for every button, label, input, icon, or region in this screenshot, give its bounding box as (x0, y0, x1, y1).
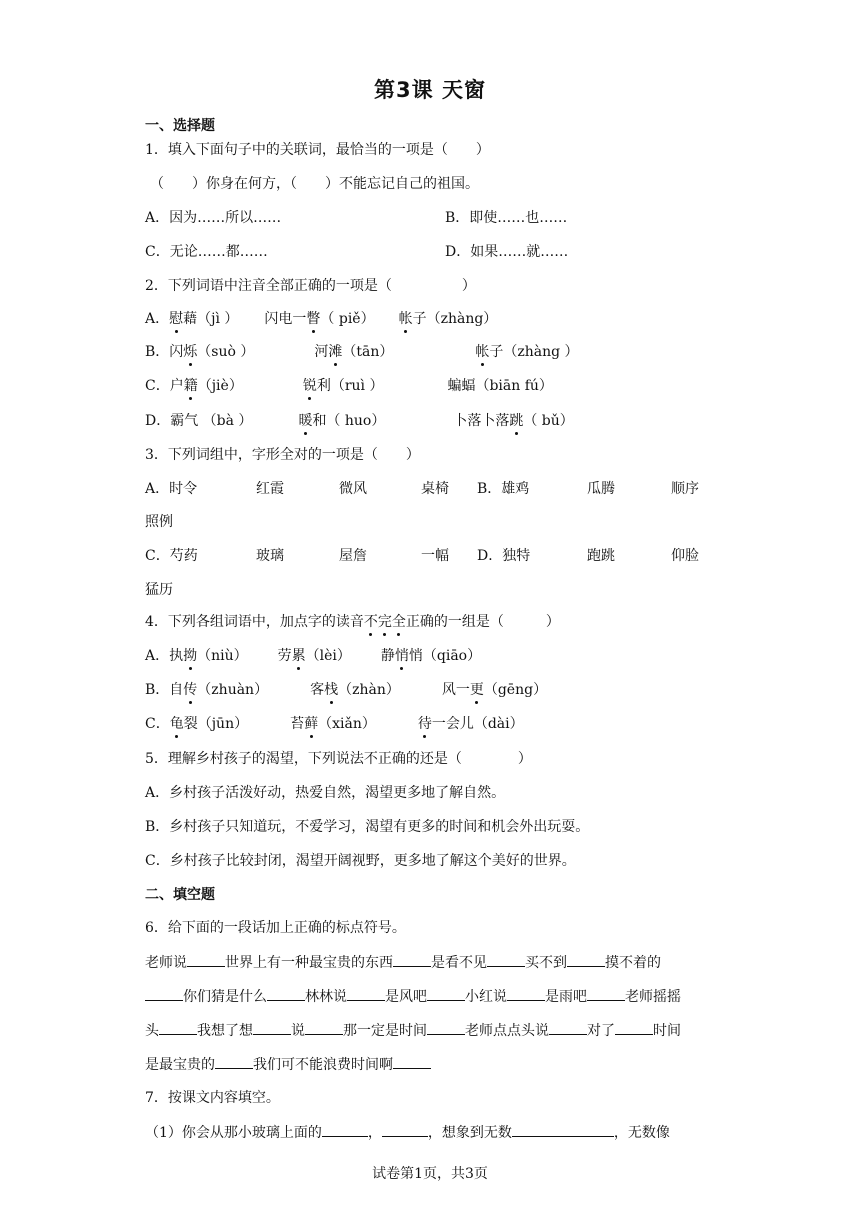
text: 我想了想 (197, 1023, 253, 1039)
question-4-option-b (145, 680, 547, 700)
page-title: 第3课 天窗 (374, 78, 486, 102)
text: 林林说 (305, 989, 347, 1005)
word: 闪电一 (264, 311, 307, 327)
text: ，想象到无数 (427, 1125, 512, 1141)
question-3-option-a: A．时令 (145, 481, 198, 497)
question-1-option-d: D．如果……就…… (445, 244, 569, 260)
question-7-line-1 (145, 1122, 670, 1143)
word: A．执 (145, 648, 184, 664)
word: 客 (310, 682, 325, 698)
blank[interactable] (615, 1020, 653, 1035)
dotted-char: 锐 (302, 378, 317, 394)
page-footer: 试卷第1页，共3页 (372, 1166, 488, 1182)
word: 河 (314, 344, 329, 360)
question-5-stem: 5．理解乡村孩子的渴望，下列说法不正确的还是（ ） (145, 751, 532, 767)
dotted-char: 不 (363, 614, 378, 630)
question-4-stem (145, 612, 560, 632)
dotted-char: 跳 (509, 413, 524, 429)
pinyin: （zhàn） (338, 682, 400, 698)
pinyin: （jì ） (197, 311, 239, 327)
question-1-option-b: B．即使……也…… (445, 210, 568, 226)
question-3-word: 红霞 (256, 481, 284, 497)
text: 是雨吧 (545, 989, 587, 1005)
blank[interactable] (267, 986, 305, 1001)
word: D．霸气 （bà ） (145, 413, 253, 429)
pinyin: （jiè） (197, 378, 243, 394)
question-2-option-c (145, 376, 553, 396)
question-6-line-2 (145, 986, 681, 1007)
word: 风一 (441, 682, 470, 698)
word: C． (145, 716, 170, 732)
blank[interactable] (305, 1020, 343, 1035)
word: 卜落卜落 (453, 413, 510, 429)
pinyin: （xiǎn） (318, 716, 376, 732)
blank[interactable] (187, 952, 225, 967)
text: 摸不着的 (605, 955, 661, 971)
question-3-word: 猛历 (145, 582, 173, 598)
text: 老师说 (145, 955, 187, 971)
question-2-option-b (145, 342, 579, 362)
dotted-char: 待 (417, 716, 432, 732)
question-3-option-c: C．芍药 (145, 548, 198, 564)
blank[interactable] (587, 986, 625, 1001)
dotted-char: 悄 (394, 648, 409, 664)
dotted-char: 累 (291, 648, 306, 664)
dotted-char: 瞥 (306, 311, 321, 327)
blank[interactable] (382, 1122, 428, 1137)
blank[interactable] (512, 1122, 614, 1137)
blank[interactable] (393, 1054, 431, 1069)
question-3-word: 屋詹 (339, 548, 367, 564)
dotted-char: 拗 (183, 648, 198, 664)
blank[interactable] (253, 1020, 291, 1035)
question-3-word: 跑跳 (587, 548, 615, 564)
blank[interactable] (487, 952, 525, 967)
pinyin: （suò ） (197, 344, 255, 360)
dotted-char: 藓 (304, 716, 319, 732)
dotted-char: 烁 (183, 344, 198, 360)
blank[interactable] (427, 1020, 465, 1035)
question-2-option-d (145, 411, 574, 431)
text: 对了 (587, 1023, 615, 1039)
blank[interactable] (427, 986, 465, 1001)
pinyin: （tān） (342, 344, 394, 360)
dotted-char: 慰 (169, 311, 184, 327)
word: 苔 (290, 716, 305, 732)
text: 我们可不能浪费时间啊 (253, 1057, 393, 1073)
text: 那一定是时间 (343, 1023, 427, 1039)
question-6-line-1 (145, 952, 661, 973)
dotted-char: 全 (391, 614, 406, 630)
text: 是最宝贵的 (145, 1057, 215, 1073)
pinyin: 悄（qiāo） (408, 648, 482, 664)
pinyin: （ piě） (320, 311, 375, 327)
word: 蝙蝠（biān fú） (447, 378, 553, 394)
blank[interactable] (347, 986, 385, 1001)
word: B．闪 (145, 344, 184, 360)
word: C．户 (145, 378, 184, 394)
pinyin: 子（zhàng） (412, 311, 498, 327)
blank[interactable] (322, 1122, 368, 1137)
dotted-char: 完 (377, 614, 392, 630)
dotted-char: 栈 (324, 682, 339, 698)
text: 头 (145, 1023, 159, 1039)
blank[interactable] (159, 1020, 197, 1035)
pinyin: （niù） (197, 648, 248, 664)
dotted-char: 滩 (328, 344, 343, 360)
stem-text: 4．下列各组词语中，加点字的读音 (145, 614, 364, 630)
text: （1）你会从那小玻璃上面的 (145, 1125, 322, 1141)
text: 老师摇摇 (625, 989, 681, 1005)
dotted-char: 传 (183, 682, 198, 698)
text: ，无数像 (613, 1125, 670, 1141)
blank[interactable] (393, 952, 431, 967)
question-3-word: 一幅 (421, 548, 449, 564)
option-letter: A． (145, 311, 170, 327)
question-3-word: 瓜腾 (587, 481, 615, 497)
dotted-char: 帐 (475, 344, 490, 360)
char: 藉 (183, 311, 198, 327)
question-4-option-a (145, 646, 481, 666)
dotted-char: 暖 (298, 413, 313, 429)
question-3-option-b: B．雄鸡 (477, 481, 530, 497)
question-3-word: 玻璃 (256, 548, 284, 564)
question-6-stem: 6．给下面的一段话加上正确的标点符号。 (145, 920, 406, 936)
text: 是看不见 (431, 955, 487, 971)
pinyin: 裂（jūn） (183, 716, 249, 732)
text: 是风吧 (385, 989, 427, 1005)
question-5-option-a: A．乡村孩子活泼好动，热爱自然，渴望更多地了解自然。 (145, 785, 506, 801)
question-7-stem: 7．按课文内容填空。 (145, 1090, 280, 1106)
text: 小红说 (465, 989, 507, 1005)
pinyin: 一会儿（dài） (431, 716, 524, 732)
stem-text: 正确的一组是（ ） (405, 614, 560, 630)
question-5-option-c: C．乡村孩子比较封闭，渴望开阔视野，更多地了解这个美好的世界。 (145, 853, 576, 869)
text: 你们猜是什么 (183, 989, 267, 1005)
dotted-char: 龟 (169, 716, 184, 732)
question-2-stem: 2．下列词语中注音全部正确的一项是（ ） (145, 278, 476, 294)
question-1-sentence: （ ）你身在何方，（ ）不能忘记自己的祖国。 (150, 176, 479, 192)
pinyin: 利（ruì ） (316, 378, 384, 394)
question-3-option-d: D．独特 (477, 548, 531, 564)
question-6-line-3 (145, 1020, 681, 1041)
question-1-stem: 1．填入下面句子中的关联词，最恰当的一项是（ ） (145, 142, 490, 158)
word: 劳 (277, 648, 292, 664)
question-5-option-b: B．乡村孩子只知道玩，不爱学习，渴望有更多的时间和机会外出玩耍。 (145, 819, 590, 835)
question-3-word: 微风 (339, 481, 367, 497)
question-3-word: 仰脸 (671, 548, 699, 564)
section-heading-fill: 二、填空题 (145, 887, 215, 903)
blank[interactable] (145, 986, 183, 1001)
text: 时间 (653, 1023, 681, 1039)
pinyin: 和（ huo） (312, 413, 386, 429)
blank[interactable] (567, 952, 605, 967)
question-3-word: 顺序 (671, 481, 699, 497)
question-4-option-c (145, 714, 524, 734)
blank[interactable] (507, 986, 545, 1001)
pinyin: （zhuàn） (197, 682, 269, 698)
pinyin: 子（zhàng ） (489, 344, 579, 360)
dotted-char: 帐 (398, 311, 413, 327)
text: 买不到 (525, 955, 567, 971)
text: ， (367, 1125, 382, 1141)
word: B．自 (145, 682, 184, 698)
section-heading-choice: 一、选择题 (145, 118, 215, 134)
text: 说 (291, 1023, 305, 1039)
question-2-option-a (145, 309, 497, 329)
question-6-line-4 (145, 1054, 431, 1075)
dotted-char: 籍 (183, 378, 198, 394)
question-3-word: 桌椅 (421, 481, 449, 497)
text: 世界上有一种最宝贵的东西 (225, 955, 393, 971)
pinyin: （lèi） (305, 648, 351, 664)
text: 老师点点头说 (465, 1023, 549, 1039)
blank[interactable] (215, 1054, 253, 1069)
blank[interactable] (549, 1020, 587, 1035)
dotted-char: 更 (469, 682, 484, 698)
pinyin: （gēng） (483, 682, 548, 698)
question-1-option-c: C．无论……都…… (145, 244, 268, 260)
word: 静 (380, 648, 395, 664)
question-3-word: 照例 (145, 514, 173, 530)
question-3-stem: 3．下列词组中，字形全对的一项是（ ） (145, 447, 420, 463)
question-1-option-a: A．因为……所以…… (145, 210, 282, 226)
pinyin: （ bǔ） (523, 413, 574, 429)
